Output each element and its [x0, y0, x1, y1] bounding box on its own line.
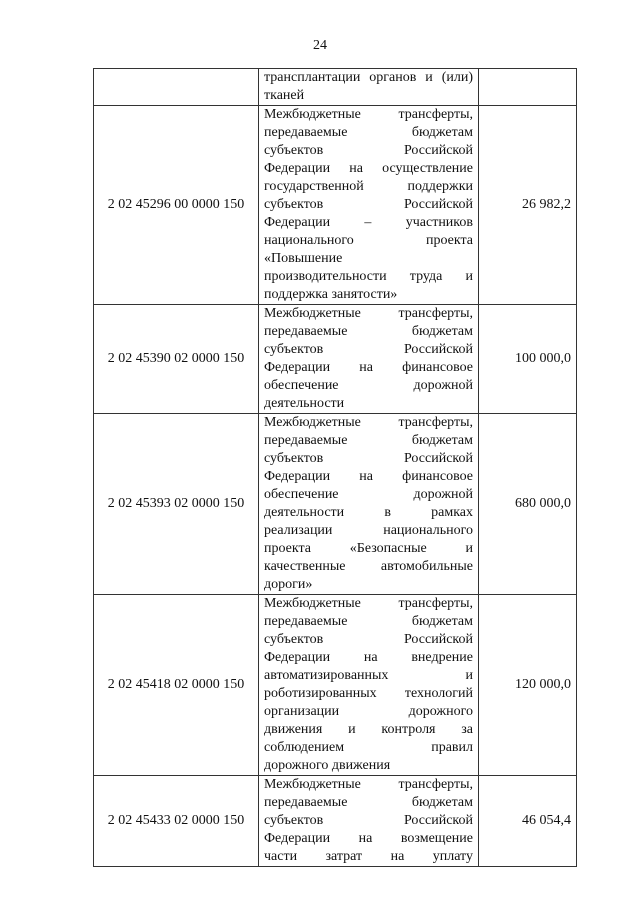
description-line: субъектов Российской [264, 197, 473, 212]
amount-cell: 46 054,4 [479, 776, 577, 867]
description-line: соблюдением правил [264, 740, 473, 755]
description-cell [259, 595, 479, 776]
description-line: передаваемые бюджетам [264, 125, 473, 140]
budget-code-cell: 2 02 45296 00 0000 150 [94, 106, 259, 305]
description-line: поддержка занятости» [264, 287, 398, 302]
table-row [94, 776, 577, 867]
description-cell [259, 305, 479, 414]
table-row [94, 69, 577, 106]
description-line: Межбюджетные трансферты, [264, 415, 473, 430]
description-line: обеспечение дорожной [264, 487, 473, 502]
description-line: движения и контроля за [264, 722, 473, 737]
budget-code-cell: 2 02 45393 02 0000 150 [94, 414, 259, 595]
amount-cell: 26 982,2 [479, 106, 577, 305]
description-line: обеспечение дорожной [264, 378, 473, 393]
description-line: национального проекта [264, 233, 473, 248]
description-line: субъектов Российской [264, 813, 473, 828]
table-row [94, 414, 577, 595]
description-line: Федерации на финансовое [264, 360, 473, 375]
description-line: тканей [264, 88, 305, 103]
page-number: 24 [313, 38, 327, 53]
description-line: Межбюджетные трансферты, [264, 777, 473, 792]
budget-code-cell [94, 69, 259, 106]
description-line: проекта «Безопасные и [264, 541, 473, 556]
table-row [94, 305, 577, 414]
description-line: передаваемые бюджетам [264, 795, 473, 810]
description-line: Межбюджетные трансферты, [264, 596, 473, 611]
table-row [94, 106, 577, 305]
budget-code-cell: 2 02 45418 02 0000 150 [94, 595, 259, 776]
description-line: Федерации на внедрение [264, 650, 473, 665]
table-body [94, 69, 577, 867]
description-line: деятельности в рамках [264, 505, 473, 520]
description-cell [259, 106, 479, 305]
amount-cell: 680 000,0 [479, 414, 577, 595]
description-line: Федерации – участников [264, 215, 473, 230]
description-cell [259, 776, 479, 867]
description-line: субъектов Российской [264, 632, 473, 647]
description-line: производительности труда и [264, 269, 473, 284]
description-line: субъектов Российской [264, 143, 473, 158]
description-cell [259, 414, 479, 595]
budget-code-cell: 2 02 45433 02 0000 150 [94, 776, 259, 867]
description-line: Федерации на финансовое [264, 469, 473, 484]
amount-cell: 120 000,0 [479, 595, 577, 776]
budget-revenue-table [93, 68, 577, 867]
description-line: «Повышение [264, 251, 343, 266]
description-line: Межбюджетные трансферты, [264, 306, 473, 321]
table-row [94, 595, 577, 776]
description-line: передаваемые бюджетам [264, 433, 473, 448]
description-line: Федерации на осуществление [264, 161, 473, 176]
description-line: деятельности [264, 396, 345, 411]
description-line: части затрат на уплату [264, 849, 473, 864]
description-line: роботизированных технологий [264, 686, 473, 701]
amount-cell [479, 69, 577, 106]
description-line: дорожного движения [264, 758, 391, 773]
description-line: реализации национального [264, 523, 473, 538]
description-line: автоматизированных и [264, 668, 473, 683]
description-line: трансплантации органов и (или) [264, 70, 473, 85]
amount-cell: 100 000,0 [479, 305, 577, 414]
description-line: передаваемые бюджетам [264, 324, 473, 339]
description-line: субъектов Российской [264, 342, 473, 357]
description-line: государственной поддержки [264, 179, 473, 194]
budget-code-cell: 2 02 45390 02 0000 150 [94, 305, 259, 414]
description-line: Межбюджетные трансферты, [264, 107, 473, 122]
description-line: Федерации на возмещение [264, 831, 473, 846]
description-line: передаваемые бюджетам [264, 614, 473, 629]
description-cell [259, 69, 479, 106]
description-line: организации дорожного [264, 704, 473, 719]
description-line: субъектов Российской [264, 451, 473, 466]
description-line: дороги» [264, 577, 313, 592]
description-line: качественные автомобильные [264, 559, 473, 574]
